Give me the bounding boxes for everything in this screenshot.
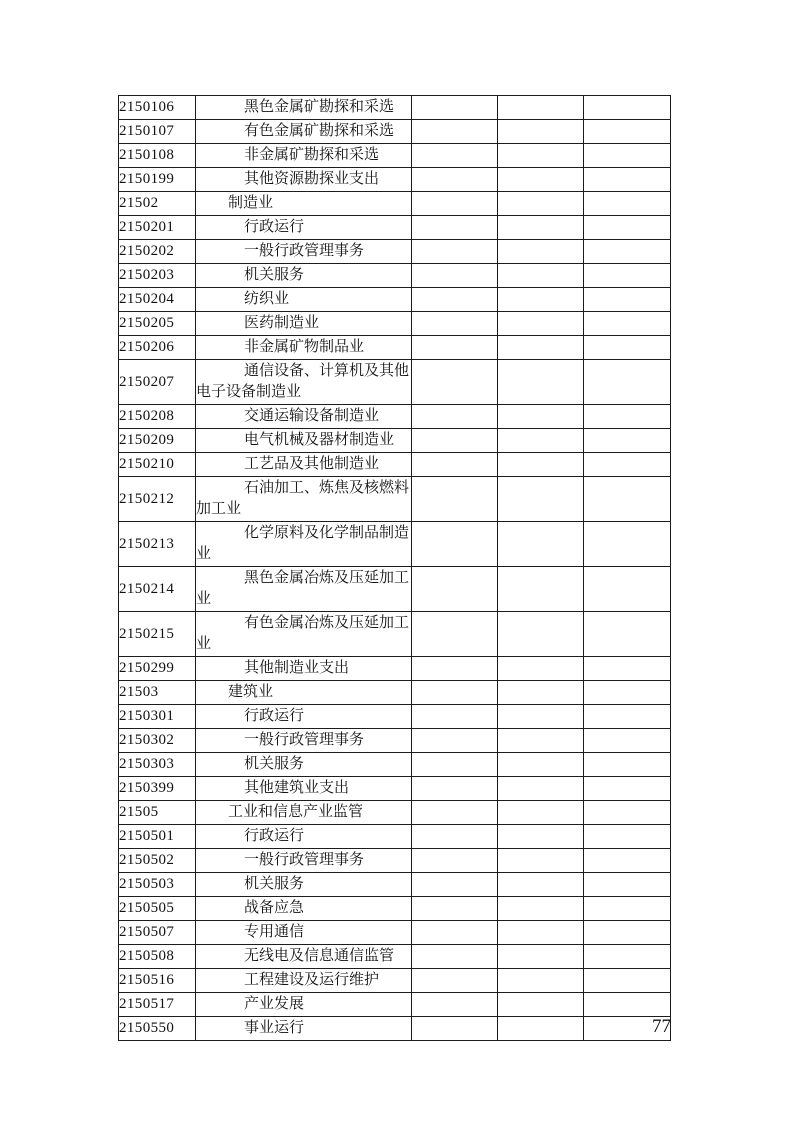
budget-code-cell: 2150299 [119, 657, 196, 681]
budget-name-cell: 工业和信息产业监管 [196, 801, 412, 825]
table-row [119, 264, 671, 288]
table-row [119, 96, 671, 120]
value-cell-2 [498, 240, 584, 264]
budget-name-cell: 机关服务 [196, 753, 412, 777]
page-number: 77 [652, 1016, 671, 1037]
budget-code-cell: 2150212 [119, 477, 196, 522]
value-cell-1 [412, 240, 498, 264]
table-row [119, 897, 671, 921]
value-cell-2 [498, 360, 584, 405]
budget-name-cell: 其他资源勘探业支出 [196, 168, 412, 192]
budget-name-cell: 交通运输设备制造业 [196, 405, 412, 429]
budget-name-cell: 通信设备、计算机及其他电子设备制造业 [196, 360, 412, 405]
budget-code-cell: 2150501 [119, 825, 196, 849]
value-cell-1 [412, 705, 498, 729]
budget-name-cell: 有色金属冶炼及压延加工业 [196, 612, 412, 657]
value-cell-3 [584, 477, 671, 522]
value-cell-2 [498, 312, 584, 336]
value-cell-1 [412, 612, 498, 657]
value-cell-2 [498, 969, 584, 993]
budget-code-cell: 2150508 [119, 945, 196, 969]
budget-name-cell: 战备应急 [196, 897, 412, 921]
value-cell-2 [498, 921, 584, 945]
table-row [119, 477, 671, 522]
value-cell-3 [584, 405, 671, 429]
table-row [119, 921, 671, 945]
table-row [119, 360, 671, 405]
value-cell-1 [412, 921, 498, 945]
table-row [119, 753, 671, 777]
budget-code-cell: 2150503 [119, 873, 196, 897]
value-cell-2 [498, 657, 584, 681]
budget-code-cell: 2150108 [119, 144, 196, 168]
value-cell-1 [412, 336, 498, 360]
budget-name-cell: 工程建设及运行维护 [196, 969, 412, 993]
budget-name-cell: 其他建筑业支出 [196, 777, 412, 801]
budget-table-body [119, 96, 671, 1041]
budget-name-cell: 非金属矿勘探和采选 [196, 144, 412, 168]
value-cell-1 [412, 897, 498, 921]
budget-code-cell: 2150505 [119, 897, 196, 921]
budget-name-cell: 事业运行 [196, 1017, 412, 1041]
value-cell-1 [412, 729, 498, 753]
value-cell-2 [498, 567, 584, 612]
value-cell-2 [498, 681, 584, 705]
budget-name-cell: 制造业 [196, 192, 412, 216]
table-row [119, 312, 671, 336]
budget-code-cell: 21502 [119, 192, 196, 216]
value-cell-1 [412, 144, 498, 168]
table-row [119, 288, 671, 312]
table-row [119, 993, 671, 1017]
budget-code-cell: 2150301 [119, 705, 196, 729]
budget-name-cell: 建筑业 [196, 681, 412, 705]
value-cell-3 [584, 612, 671, 657]
budget-code-cell: 2150502 [119, 849, 196, 873]
value-cell-2 [498, 777, 584, 801]
budget-code-cell: 2150516 [119, 969, 196, 993]
budget-name-cell: 行政运行 [196, 825, 412, 849]
value-cell-1 [412, 168, 498, 192]
value-cell-1 [412, 567, 498, 612]
budget-code-cell: 2150207 [119, 360, 196, 405]
value-cell-3 [584, 453, 671, 477]
value-cell-1 [412, 993, 498, 1017]
value-cell-2 [498, 612, 584, 657]
budget-name-cell: 工艺品及其他制造业 [196, 453, 412, 477]
value-cell-1 [412, 849, 498, 873]
table-row [119, 567, 671, 612]
value-cell-2 [498, 405, 584, 429]
budget-name-cell: 黑色金属矿勘探和采选 [196, 96, 412, 120]
table-row [119, 336, 671, 360]
budget-code-cell: 2150204 [119, 288, 196, 312]
budget-code-cell: 2150399 [119, 777, 196, 801]
value-cell-2 [498, 336, 584, 360]
value-cell-2 [498, 96, 584, 120]
value-cell-1 [412, 288, 498, 312]
value-cell-2 [498, 825, 584, 849]
budget-code-cell: 21505 [119, 801, 196, 825]
table-row [119, 729, 671, 753]
value-cell-3 [584, 96, 671, 120]
value-cell-2 [498, 993, 584, 1017]
budget-code-cell: 2150199 [119, 168, 196, 192]
budget-code-table [118, 95, 671, 1041]
value-cell-3 [584, 288, 671, 312]
value-cell-1 [412, 801, 498, 825]
budget-name-cell: 其他制造业支出 [196, 657, 412, 681]
value-cell-1 [412, 522, 498, 567]
value-cell-3 [584, 873, 671, 897]
table-row [119, 705, 671, 729]
value-cell-1 [412, 312, 498, 336]
budget-code-cell: 2150106 [119, 96, 196, 120]
value-cell-3 [584, 921, 671, 945]
table-row [119, 825, 671, 849]
value-cell-3 [584, 777, 671, 801]
value-cell-2 [498, 945, 584, 969]
value-cell-2 [498, 216, 584, 240]
value-cell-2 [498, 801, 584, 825]
budget-name-cell: 纺织业 [196, 288, 412, 312]
value-cell-3 [584, 336, 671, 360]
budget-name-cell: 产业发展 [196, 993, 412, 1017]
budget-code-cell: 2150208 [119, 405, 196, 429]
value-cell-1 [412, 657, 498, 681]
budget-name-cell: 专用通信 [196, 921, 412, 945]
value-cell-1 [412, 120, 498, 144]
table-row [119, 612, 671, 657]
value-cell-1 [412, 429, 498, 453]
value-cell-3 [584, 705, 671, 729]
value-cell-3 [584, 312, 671, 336]
budget-code-cell: 2150206 [119, 336, 196, 360]
value-cell-2 [498, 144, 584, 168]
budget-name-cell: 行政运行 [196, 216, 412, 240]
value-cell-2 [498, 168, 584, 192]
budget-name-cell: 行政运行 [196, 705, 412, 729]
table-row [119, 522, 671, 567]
value-cell-1 [412, 1017, 498, 1041]
value-cell-2 [498, 429, 584, 453]
value-cell-3 [584, 801, 671, 825]
value-cell-2 [498, 120, 584, 144]
value-cell-1 [412, 681, 498, 705]
value-cell-3 [584, 264, 671, 288]
table-row [119, 801, 671, 825]
table-row [119, 192, 671, 216]
value-cell-2 [498, 288, 584, 312]
value-cell-3 [584, 240, 671, 264]
budget-name-cell: 有色金属矿勘探和采选 [196, 120, 412, 144]
budget-name-cell: 一般行政管理事务 [196, 729, 412, 753]
budget-name-cell: 石油加工、炼焦及核燃料加工业 [196, 477, 412, 522]
value-cell-3 [584, 144, 671, 168]
value-cell-3 [584, 681, 671, 705]
value-cell-3 [584, 429, 671, 453]
budget-code-cell: 2150201 [119, 216, 196, 240]
budget-name-cell: 化学原料及化学制品制造业 [196, 522, 412, 567]
table-row [119, 144, 671, 168]
budget-code-cell: 2150215 [119, 612, 196, 657]
value-cell-3 [584, 567, 671, 612]
value-cell-1 [412, 873, 498, 897]
value-cell-2 [498, 729, 584, 753]
value-cell-3 [584, 216, 671, 240]
value-cell-1 [412, 969, 498, 993]
value-cell-2 [498, 849, 584, 873]
table-row [119, 240, 671, 264]
budget-code-cell: 2150202 [119, 240, 196, 264]
table-row [119, 777, 671, 801]
budget-name-cell: 无线电及信息通信监管 [196, 945, 412, 969]
budget-code-cell: 2150303 [119, 753, 196, 777]
table-row [119, 969, 671, 993]
value-cell-3 [584, 120, 671, 144]
value-cell-3 [584, 360, 671, 405]
value-cell-2 [498, 522, 584, 567]
value-cell-2 [498, 873, 584, 897]
table-row [119, 405, 671, 429]
budget-code-cell: 2150213 [119, 522, 196, 567]
value-cell-2 [498, 705, 584, 729]
value-cell-2 [498, 897, 584, 921]
value-cell-1 [412, 477, 498, 522]
value-cell-1 [412, 753, 498, 777]
value-cell-3 [584, 657, 671, 681]
value-cell-3 [584, 849, 671, 873]
budget-name-cell: 机关服务 [196, 264, 412, 288]
value-cell-2 [498, 477, 584, 522]
value-cell-3 [584, 945, 671, 969]
value-cell-3 [584, 192, 671, 216]
value-cell-1 [412, 405, 498, 429]
budget-code-cell: 2150205 [119, 312, 196, 336]
value-cell-1 [412, 777, 498, 801]
value-cell-3 [584, 729, 671, 753]
value-cell-3 [584, 825, 671, 849]
table-row [119, 1017, 671, 1041]
value-cell-3 [584, 969, 671, 993]
budget-name-cell: 电气机械及器材制造业 [196, 429, 412, 453]
value-cell-1 [412, 453, 498, 477]
value-cell-3 [584, 993, 671, 1017]
budget-name-cell: 机关服务 [196, 873, 412, 897]
budget-code-cell: 2150517 [119, 993, 196, 1017]
table-row [119, 657, 671, 681]
value-cell-1 [412, 360, 498, 405]
table-row [119, 168, 671, 192]
value-cell-1 [412, 216, 498, 240]
value-cell-3 [584, 897, 671, 921]
table-row [119, 216, 671, 240]
value-cell-1 [412, 264, 498, 288]
value-cell-3 [584, 522, 671, 567]
budget-code-cell: 2150210 [119, 453, 196, 477]
budget-name-cell: 黑色金属冶炼及压延加工业 [196, 567, 412, 612]
value-cell-1 [412, 945, 498, 969]
table-row [119, 120, 671, 144]
value-cell-1 [412, 192, 498, 216]
value-cell-2 [498, 753, 584, 777]
budget-name-cell: 医药制造业 [196, 312, 412, 336]
value-cell-3 [584, 168, 671, 192]
budget-name-cell: 一般行政管理事务 [196, 240, 412, 264]
budget-code-cell: 2150107 [119, 120, 196, 144]
budget-name-cell: 非金属矿物制品业 [196, 336, 412, 360]
value-cell-2 [498, 264, 584, 288]
value-cell-2 [498, 453, 584, 477]
table-row [119, 945, 671, 969]
budget-code-cell: 2150302 [119, 729, 196, 753]
value-cell-1 [412, 96, 498, 120]
budget-code-cell: 21503 [119, 681, 196, 705]
value-cell-3 [584, 753, 671, 777]
value-cell-2 [498, 192, 584, 216]
budget-name-cell: 一般行政管理事务 [196, 849, 412, 873]
table-row [119, 453, 671, 477]
budget-code-cell: 2150214 [119, 567, 196, 612]
budget-code-cell: 2150209 [119, 429, 196, 453]
table-row [119, 429, 671, 453]
table-row [119, 681, 671, 705]
budget-code-cell: 2150550 [119, 1017, 196, 1041]
table-row [119, 873, 671, 897]
budget-code-cell: 2150203 [119, 264, 196, 288]
value-cell-1 [412, 825, 498, 849]
budget-code-cell: 2150507 [119, 921, 196, 945]
table-row [119, 849, 671, 873]
value-cell-2 [498, 1017, 584, 1041]
